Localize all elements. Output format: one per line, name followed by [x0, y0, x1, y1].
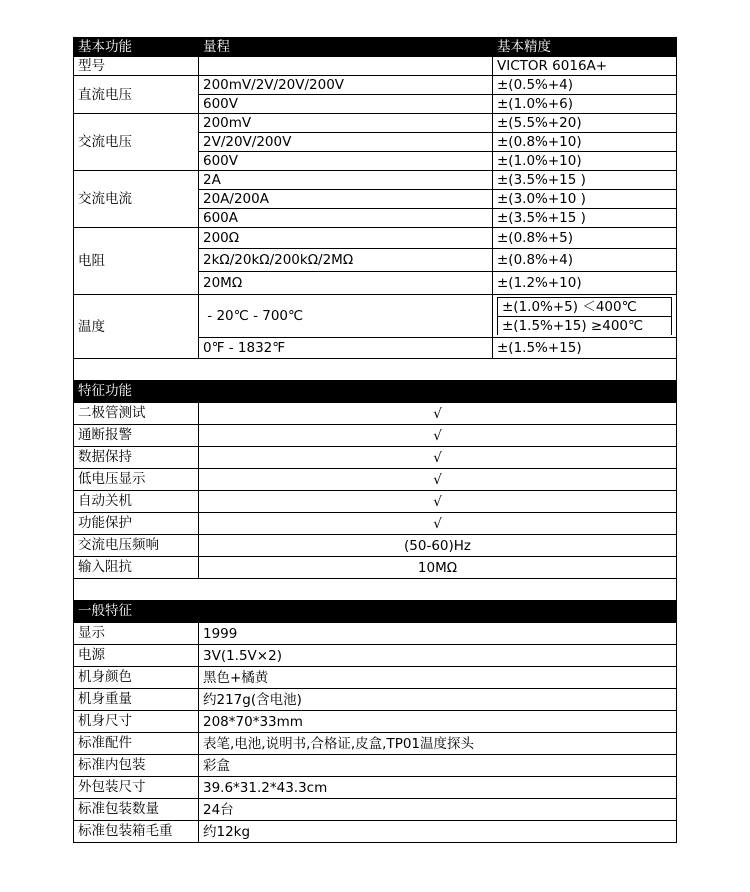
temp-c-accuracy-low: ±(1.0%+5) ＜400℃: [498, 298, 672, 317]
feature-label: 数据保持: [74, 447, 199, 469]
feature-value: √: [199, 447, 677, 469]
feature-row: [74, 447, 677, 469]
feature-row: [74, 469, 677, 491]
feature-value: (50-60)Hz: [199, 535, 677, 557]
range-cell: 600V: [199, 152, 493, 171]
accuracy-cell: ±(0.8%+4): [493, 249, 677, 272]
feature-value: √: [199, 425, 677, 447]
general-value: 24台: [199, 799, 677, 821]
feature-row: [74, 491, 677, 513]
general-row: [74, 733, 677, 755]
general-label: 标准配件: [74, 733, 199, 755]
feature-label: 低电压显示: [74, 469, 199, 491]
temp-c-range: - 20℃ - 700℃: [199, 295, 493, 338]
header-range: 量程: [199, 38, 493, 57]
accuracy-cell: ±(3.0%+10 ): [493, 190, 677, 209]
spec-table: [73, 37, 677, 843]
general-label: 外包装尺寸: [74, 777, 199, 799]
general-value: 黑色+橘黄: [199, 667, 677, 689]
features-header-row: [74, 381, 677, 403]
res-row: [74, 228, 677, 249]
res-label: 电阻: [74, 228, 199, 295]
feature-label: 通断报警: [74, 425, 199, 447]
range-cell: 2kΩ/20kΩ/200kΩ/2MΩ: [199, 249, 493, 272]
general-value: 彩盒: [199, 755, 677, 777]
feature-value: √: [199, 513, 677, 535]
temp-f-range: 0℉ - 1832℉: [199, 338, 493, 359]
general-value: 约12kg: [199, 821, 677, 843]
general-row: [74, 799, 677, 821]
accuracy-cell: ±(3.5%+15 ): [493, 171, 677, 190]
accuracy-cell: ±(1.0%+6): [493, 95, 677, 114]
general-label: 标准包装数量: [74, 799, 199, 821]
general-label: 电源: [74, 645, 199, 667]
general-row: [74, 777, 677, 799]
accuracy-cell: ±(0.8%+10): [493, 133, 677, 152]
model-value: VICTOR 6016A+: [493, 57, 677, 76]
general-value: 约217g(含电池): [199, 689, 677, 711]
general-label: 标准包装箱毛重: [74, 821, 199, 843]
range-cell: 200mV: [199, 114, 493, 133]
general-row: [74, 623, 677, 645]
range-cell: 20MΩ: [199, 272, 493, 295]
general-row: [74, 755, 677, 777]
feature-row: [74, 557, 677, 579]
feature-label: 输入阻抗: [74, 557, 199, 579]
range-cell: 200mV/2V/20V/200V: [199, 76, 493, 95]
general-row: [74, 667, 677, 689]
accuracy-cell: ±(1.2%+10): [493, 272, 677, 295]
feature-row: [74, 535, 677, 557]
accuracy-cell: ±(1.0%+10): [493, 152, 677, 171]
range-cell: 2A: [199, 171, 493, 190]
model-label: 型号: [74, 57, 199, 76]
feature-value: 10MΩ: [199, 557, 677, 579]
acv-row: [74, 114, 677, 133]
features-header: 特征功能: [74, 381, 677, 403]
general-header-row: [74, 601, 677, 623]
range-cell: 600A: [199, 209, 493, 228]
header-accuracy: 基本精度: [493, 38, 677, 57]
range-cell: 2V/20V/200V: [199, 133, 493, 152]
section-spacer: [74, 359, 677, 381]
accuracy-cell: ±(5.5%+20): [493, 114, 677, 133]
accuracy-cell: ±(0.5%+4): [493, 76, 677, 95]
feature-label: 交流电压频响: [74, 535, 199, 557]
model-row: [74, 57, 677, 76]
feature-value: √: [199, 403, 677, 425]
general-label: 机身重量: [74, 689, 199, 711]
general-value: 208*70*33mm: [199, 711, 677, 733]
general-label: 标准内包装: [74, 755, 199, 777]
temp-row: [74, 295, 677, 338]
dcv-label: 直流电压: [74, 76, 199, 114]
feature-value: √: [199, 469, 677, 491]
general-row: [74, 689, 677, 711]
general-label: 机身尺寸: [74, 711, 199, 733]
general-value: 表笔,电池,说明书,合格证,皮盒,TP01温度探头: [199, 733, 677, 755]
accuracy-cell: ±(3.5%+15 ): [493, 209, 677, 228]
general-row: [74, 711, 677, 733]
temp-f-accuracy: ±(1.5%+15): [493, 338, 677, 359]
temp-c-accuracy-high: ±(1.5%+15) ≥400℃: [498, 317, 672, 336]
general-row: [74, 821, 677, 843]
general-value: 1999: [199, 623, 677, 645]
aca-label: 交流电流: [74, 171, 199, 228]
general-label: 显示: [74, 623, 199, 645]
range-cell: 20A/200A: [199, 190, 493, 209]
feature-value: √: [199, 491, 677, 513]
basic-header-row: [74, 38, 677, 57]
general-value: 3V(1.5V×2): [199, 645, 677, 667]
temp-label: 温度: [74, 295, 199, 359]
feature-label: 自动关机: [74, 491, 199, 513]
aca-row: [74, 171, 677, 190]
feature-label: 功能保护: [74, 513, 199, 535]
general-header: 一般特征: [74, 601, 677, 623]
header-function: 基本功能: [74, 38, 199, 57]
range-cell: 200Ω: [199, 228, 493, 249]
general-value: 39.6*31.2*43.3cm: [199, 777, 677, 799]
feature-row: [74, 425, 677, 447]
accuracy-cell: ±(0.8%+5): [493, 228, 677, 249]
feature-row: [74, 513, 677, 535]
feature-label: 二极管测试: [74, 403, 199, 425]
range-cell: 600V: [199, 95, 493, 114]
acv-label: 交流电压: [74, 114, 199, 171]
general-label: 机身颜色: [74, 667, 199, 689]
feature-row: [74, 403, 677, 425]
section-spacer: [74, 579, 677, 601]
general-row: [74, 645, 677, 667]
dcv-row: [74, 76, 677, 95]
